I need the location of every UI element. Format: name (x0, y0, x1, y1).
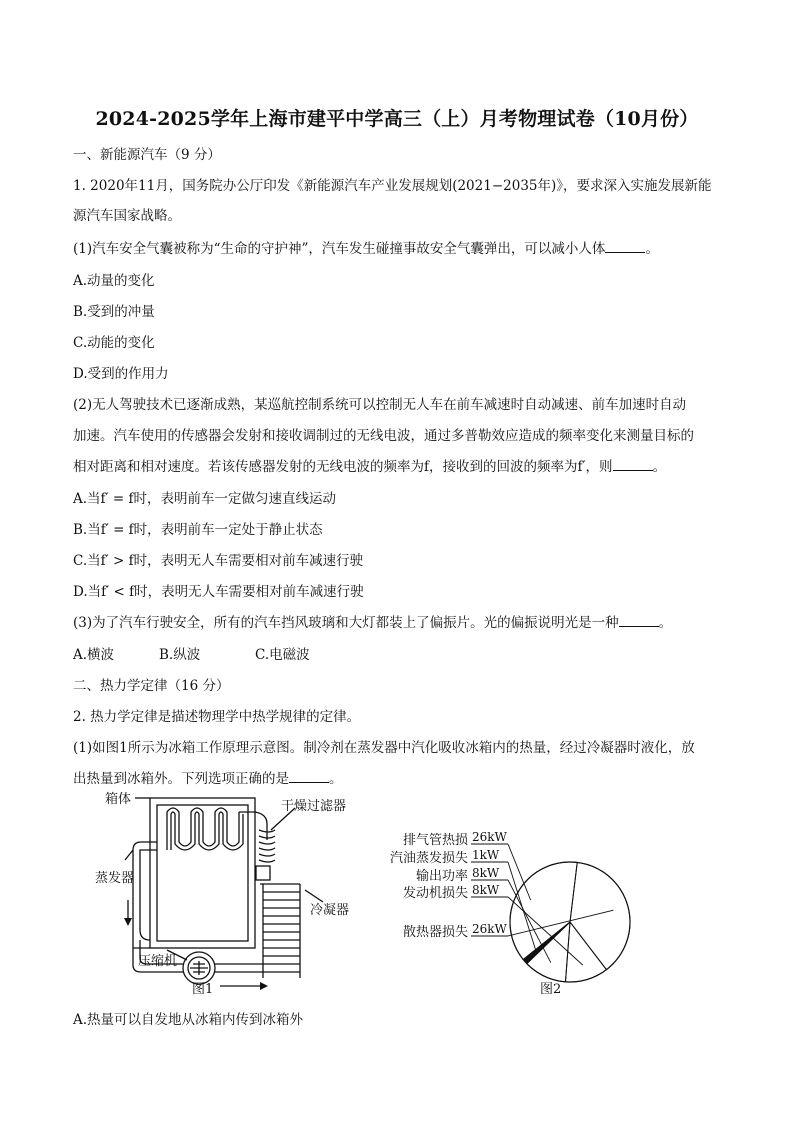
q1-sub3-end: 。 (658, 615, 673, 631)
fig1-caption: 图1 (192, 982, 214, 997)
evaporator-leader (125, 850, 133, 860)
q2-sub1-line2 (73, 770, 343, 788)
pie-leader-line (508, 910, 613, 936)
q1-sub3-prompt: (3)为了汽车行驶安全，所有的汽车挡风玻璃和大灯都装上了偏振片。光的偏振说明光是一种 (73, 615, 619, 631)
pie-value-label: 1kW (472, 848, 500, 862)
q1-sub1-option-c: C.动能的变化 (73, 335, 155, 351)
down-arrow-head (124, 918, 132, 926)
pie-value-label: 26kW (472, 922, 507, 936)
label-compressor: 压缩机 (138, 954, 178, 969)
pie-value-label: 8kW (472, 866, 500, 880)
pie-slices (510, 862, 630, 982)
pie-slice-label: 输出功率 (415, 869, 468, 884)
q1-sub2-prompt: 相对距离和相对速度。若该传感器发射的无线电波的频率为f，接收到的回波的频率为f′，则 (73, 459, 613, 475)
evaporator-coil-outer (167, 808, 239, 850)
q2-sub1-end: 。 (329, 771, 343, 787)
section2-heading: 二、热力学定律（16 分） (73, 678, 230, 694)
q1-sub2-line1: (2)无人驾驶技术已逐渐成熟，某巡航控制系统可以控制无人车在前车减速时自动减速、前车加速时自动 (73, 397, 687, 413)
q1-sub2-line2: 加速。汽车使用的传感器会发射和接收调制过的无线电波，通过多普勒效应造成的频率变化来测量目标的 (73, 428, 694, 444)
pie-slice-label: 汽油蒸发损失 (389, 851, 468, 866)
q2-sub1-option-a: A.热量可以自发地从冰箱内传到冰箱外 (73, 1012, 304, 1028)
pie-slice-label: 散热器损失 (402, 925, 468, 940)
answer-blank (289, 770, 329, 783)
pie-slice-label: 发动机损失 (402, 886, 468, 901)
condenser-leader (305, 890, 323, 902)
q1-sub1-option-a: A.动量的变化 (73, 273, 155, 289)
pie-value-label: 26kW (472, 830, 507, 844)
q1-sub1-prompt: (1)汽车安全气囊被称为“生命的守护神”，汽车发生碰撞事故安全气囊弹出，可以减小人体 (73, 241, 606, 257)
q1-sub1-text (73, 240, 659, 258)
fig2-caption: 图2 (540, 982, 562, 997)
page-title: 2024-2025学年上海市建平中学高三（上）月考物理试卷（10月份） (95, 108, 699, 130)
pie-slice (565, 922, 606, 982)
pie-slice (570, 862, 630, 969)
q1-sub2-option-d: D.当f′ < f时，表明无人车需要相对前车减速行驶 (73, 584, 364, 600)
q1-stem-line2: 源汽车国家战略。 (73, 208, 181, 224)
pie-slice-label: 排气管热损 (402, 833, 468, 848)
q1-sub3-text (73, 614, 672, 632)
dryer-filter (256, 866, 270, 880)
pie-value-label: 8kW (472, 883, 500, 897)
q2-sub1-prompt: 出热量到冰箱外。下列选项正确的是 (73, 771, 289, 787)
answer-blank (613, 458, 653, 471)
return-pipe (133, 842, 157, 948)
q1-sub3-option-a: A.横波 (73, 647, 115, 663)
pie-labels (390, 830, 613, 965)
answer-blank (619, 614, 659, 627)
label-filter: 干燥过滤器 (281, 799, 347, 814)
section1-heading: 一、新能源汽车（9 分） (73, 147, 221, 163)
evaporator-pipe (140, 850, 157, 940)
q1-sub2-option-c: C.当f′ > f时，表明无人车需要相对前车减速行驶 (73, 553, 364, 569)
label-evaporator: 蒸发器 (95, 871, 135, 886)
q1-sub1-end: 。 (645, 241, 659, 257)
q1-sub2-option-a: A.当f′ = f时，表明前车一定做匀速直线运动 (73, 491, 336, 507)
pie-leader-line (508, 880, 551, 963)
right-arrow-head (260, 982, 268, 990)
q1-sub3-option-c: C.电磁波 (255, 647, 310, 663)
condenser-fins (260, 884, 300, 972)
label-box: 箱体 (105, 792, 132, 807)
q1-stem-line1: 1. 2020年11月，国务院办公厅印发《新能源汽车产业发展规划(2021−2035年)》，要求深入实施发展新能 (73, 178, 712, 194)
q2-stem: 2. 热力学定律是描述物理学中热学规律的定律。 (73, 709, 361, 725)
q1-sub1-option-b: B.受到的冲量 (73, 304, 155, 320)
q1-sub3-option-b: B.纵波 (159, 647, 201, 663)
q2-sub1-line1: (1)如图1所示为冰箱工作原理示意图。制冷剂在蒸发器中汽化吸收冰箱内的热量，经过冷凝器时液化，放 (73, 740, 695, 756)
q1-sub2-option-b: B.当f′ = f时，表明前车一定处于静止状态 (73, 522, 323, 538)
answer-blank (605, 240, 645, 253)
label-condenser: 冷凝器 (310, 903, 350, 918)
q1-sub2-end: 。 (652, 459, 667, 475)
q1-sub1-option-d: D.受到的作用力 (73, 366, 169, 382)
fridge-diagram (95, 790, 370, 1005)
q1-sub3-options (73, 646, 310, 664)
energy-pie-chart (380, 800, 660, 1000)
compressor-motor (190, 961, 208, 975)
q1-sub2-line3 (73, 458, 666, 476)
